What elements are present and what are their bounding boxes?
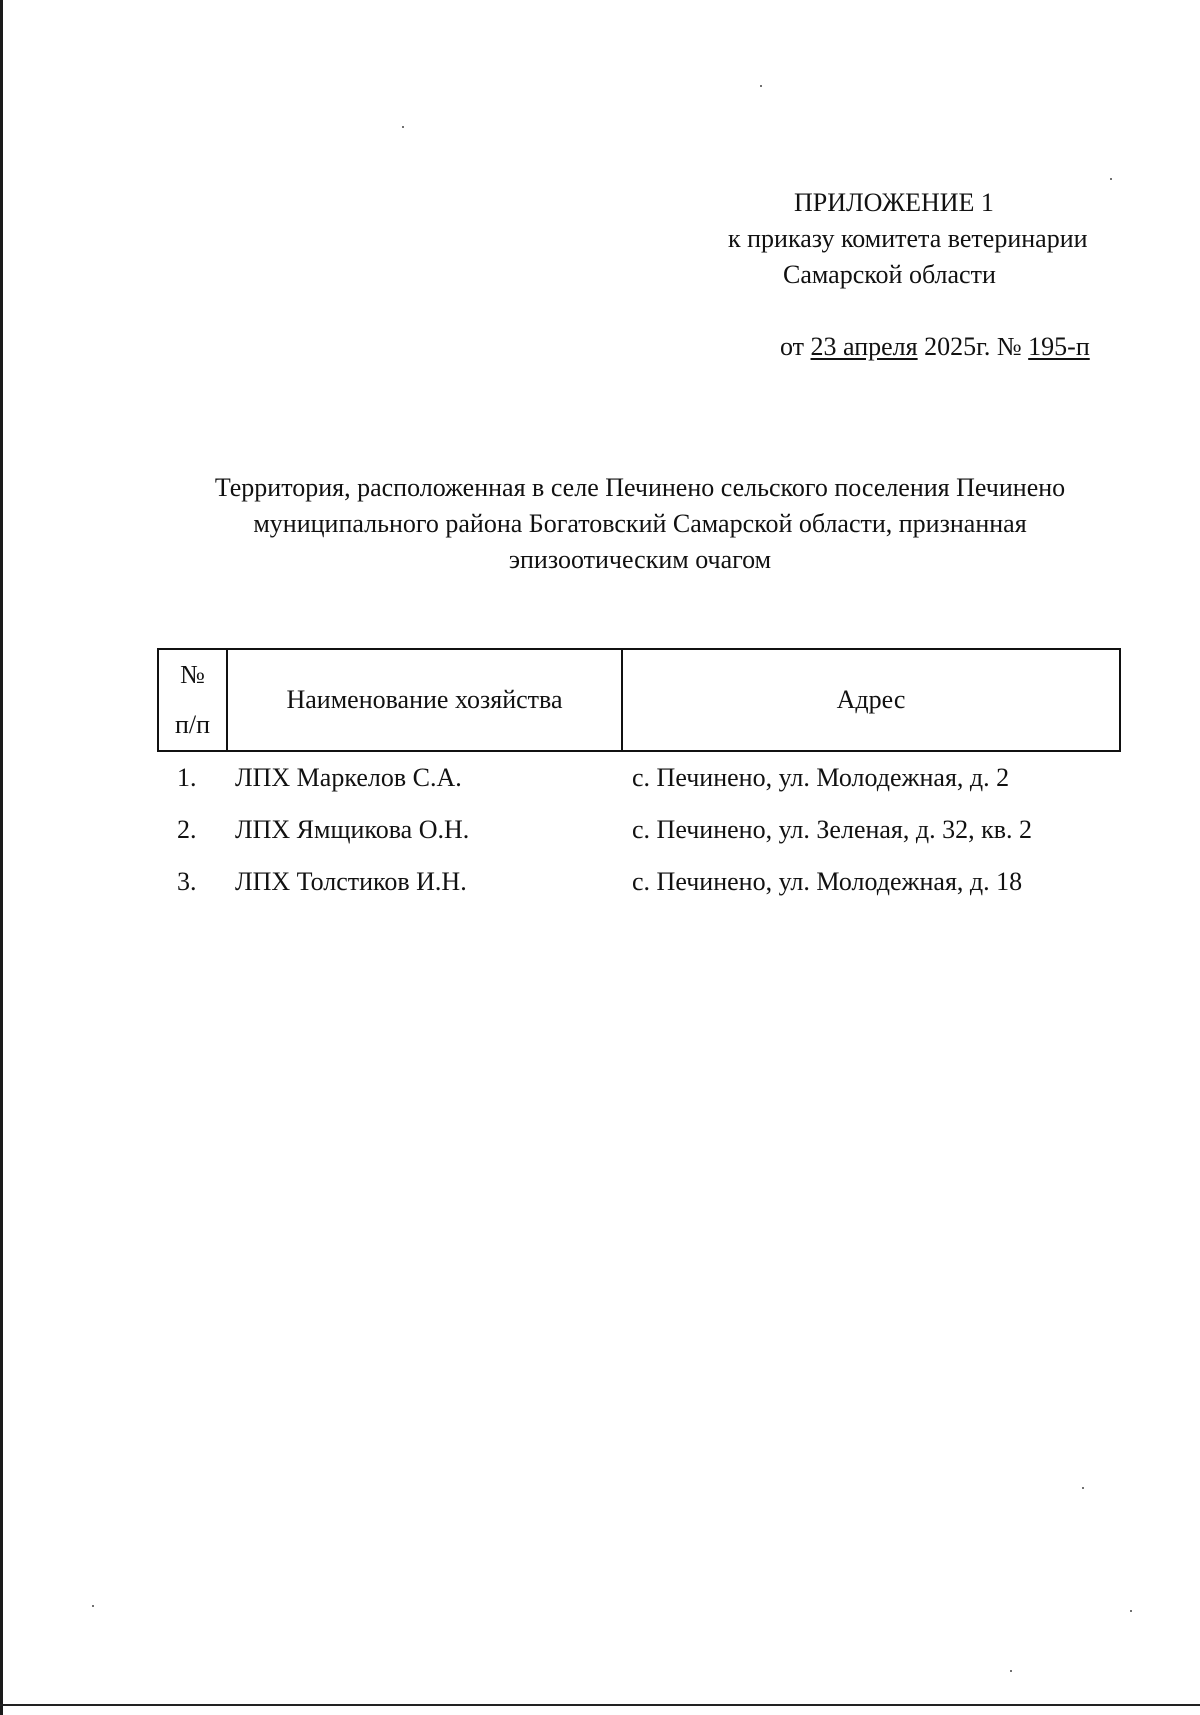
scan-bottom-edge bbox=[0, 1704, 1200, 1706]
title-line-2: муниципального района Богатовский Самарской области, признанная bbox=[253, 509, 1027, 538]
date-prefix: от bbox=[780, 332, 811, 361]
table-row bbox=[158, 856, 1120, 908]
scan-speck bbox=[1010, 1670, 1012, 1672]
farms-table bbox=[157, 648, 1121, 908]
row-farm-name: ЛПХ Толстиков И.Н. bbox=[235, 867, 467, 896]
order-date-line bbox=[780, 329, 1090, 365]
date-year: 2025г. № bbox=[917, 332, 1029, 361]
title-line-1: Территория, расположенная в селе Печинено сельского поселения Печинено bbox=[214, 473, 1066, 502]
table-row bbox=[158, 751, 1120, 804]
order-number: 195-п bbox=[1028, 332, 1090, 361]
scan-speck bbox=[1082, 1487, 1084, 1489]
appendix-label: ПРИЛОЖЕНИЕ 1 bbox=[794, 188, 994, 217]
row-address: с. Печинено, ул. Молодежная, д. 18 bbox=[632, 867, 1023, 896]
document-title bbox=[160, 470, 1120, 578]
header-number bbox=[158, 649, 227, 751]
scan-speck bbox=[760, 85, 762, 87]
header-number-pp: п/п bbox=[174, 710, 211, 739]
row-number: 2. bbox=[177, 815, 197, 844]
title-line-3: эпизоотическим очагом bbox=[508, 545, 772, 574]
scan-speck bbox=[1110, 178, 1112, 180]
row-farm-name: ЛПХ Ямщикова О.Н. bbox=[235, 815, 470, 844]
order-date: 23 апреля bbox=[810, 332, 918, 361]
header-number-sign: № bbox=[180, 660, 205, 689]
row-number: 1. bbox=[177, 763, 197, 792]
scan-speck bbox=[92, 1605, 94, 1607]
header-farm-name: Наименование хозяйства bbox=[227, 649, 622, 751]
region-name: Самарской области bbox=[783, 260, 996, 289]
row-address: с. Печинено, ул. Молодежная, д. 2 bbox=[632, 763, 1010, 792]
scan-speck bbox=[1130, 1610, 1132, 1612]
table-row bbox=[158, 804, 1120, 856]
row-farm-name: ЛПХ Маркелов С.А. bbox=[235, 763, 462, 792]
order-reference: к приказу комитета ветеринарии bbox=[728, 224, 1088, 253]
scan-left-edge bbox=[0, 0, 3, 1715]
header-address: Адрес bbox=[622, 649, 1120, 751]
scan-speck bbox=[402, 126, 404, 128]
row-address: с. Печинено, ул. Зеленая, д. 32, кв. 2 bbox=[632, 815, 1033, 844]
row-number: 3. bbox=[177, 867, 197, 896]
table-header-row bbox=[158, 649, 1120, 751]
